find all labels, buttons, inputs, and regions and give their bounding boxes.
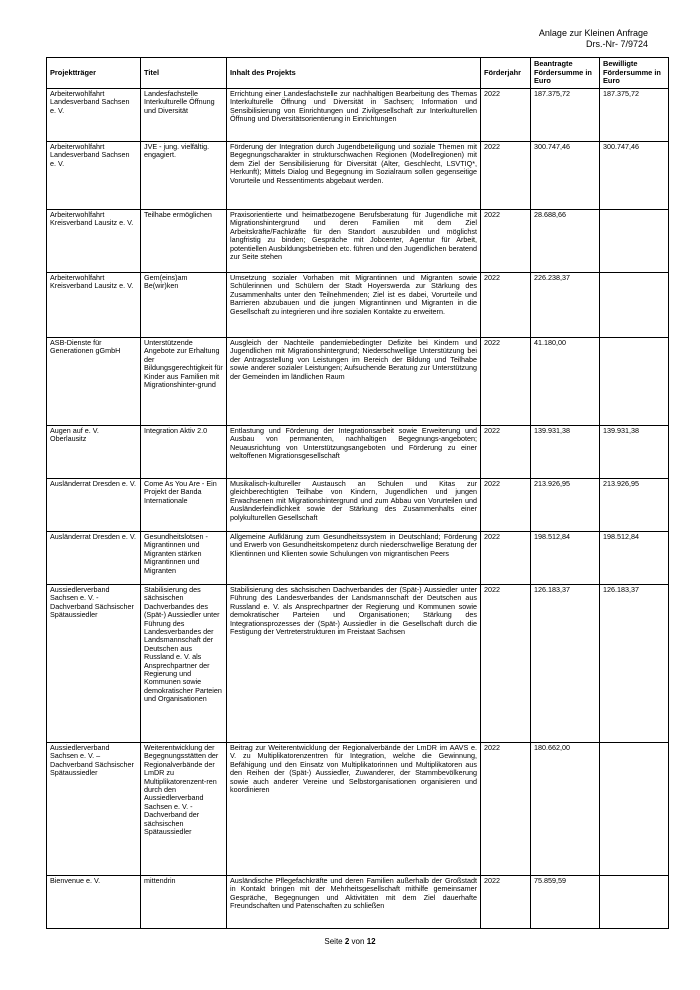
table-row — [47, 89, 669, 142]
column-header-beantragt: Beantragte Fördersumme in Euro — [531, 58, 600, 89]
document-header — [539, 28, 648, 50]
table-row — [47, 273, 669, 338]
cell-bewilligt: 187.375,72 — [600, 89, 669, 142]
table-row — [47, 743, 669, 876]
column-header-inhalt: Inhalt des Projekts — [227, 58, 481, 89]
cell-inhalt: Stabilisierung des sächsischen Dachverbandes der (Spät-) Aussiedler unter Führung des Landesverbandes der Landsmannschaft der Deutschen aus Russland e. V. als Ansprechpartner der Regierung und Kommunen sowie demokratischer Parteien und Organisationen; Stärkung des Integrationsprozesses der (Spät-) Aussiedler in die Gesellschaft durch die Festigung der Vertreterstrukturen im Freistaat Sachsen — [227, 585, 481, 743]
cell-titel: JVE - jung. vielfältig. engagiert. — [141, 142, 227, 210]
cell-beantragt: 213.926,95 — [531, 479, 600, 532]
cell-inhalt: Entlastung und Förderung der Integrationsarbeit sowie Erweiterung und Ausbau von permanenten, nachhaltigen Begegnungs-angeboten; Neuausrichtung von Unterstützungsangeboten und Förderung zu einer weltoffenen Migrationsgesellschaft — [227, 426, 481, 479]
cell-titel: Come As You Are - Ein Projekt der Banda Internationale — [141, 479, 227, 532]
cell-jahr: 2022 — [481, 532, 531, 585]
cell-titel: Unterstützende Angebote zur Erhaltung der Bildungsgerechtigkeit für Kinder aus Familien mit Migrationshinter-grund — [141, 338, 227, 426]
cell-beantragt: 75.859,59 — [531, 876, 600, 929]
cell-beantragt: 41.180,00 — [531, 338, 600, 426]
cell-beantragt: 126.183,37 — [531, 585, 600, 743]
table-header-row — [47, 58, 669, 89]
cell-titel: Stabilisierung des sächsischen Dachverbandes des (Spät-) Aussiedler unter Führung des Landesverbandes der Landsmannschaft der Deutschen aus Russland e. V. als Ansprechpartner der Regierung und Kommunen sowie demokratischer Parteien und Organisationen — [141, 585, 227, 743]
cell-traeger: Arbeiterwohlfahrt Landesverband Sachsen e. V. — [47, 142, 141, 210]
cell-jahr: 2022 — [481, 876, 531, 929]
cell-bewilligt — [600, 273, 669, 338]
cell-titel: Landesfachstelle Interkulturelle Öffnung und Diversität — [141, 89, 227, 142]
column-header-foerderjahr: Förderjahr — [481, 58, 531, 89]
cell-bewilligt: 300.747,46 — [600, 142, 669, 210]
cell-bewilligt — [600, 876, 669, 929]
cell-titel: Gem(eins)am Be(wir)ken — [141, 273, 227, 338]
cell-bewilligt — [600, 338, 669, 426]
cell-inhalt: Errichtung einer Landesfachstelle zur nachhaltigen Bearbeitung des Themas Interkulturelle Öffnung und Diversität in Sachsen; Information und Sensibilisierung von Einrichtungen und Zivilgesellschaft zur Interkulturellen Öffnung und Diversitätsorientierung in Einrichtungen — [227, 89, 481, 142]
cell-jahr: 2022 — [481, 743, 531, 876]
cell-traeger: ASB-Dienste für Generationen gGmbH — [47, 338, 141, 426]
cell-bewilligt: 139.931,38 — [600, 426, 669, 479]
cell-traeger: Bienvenue e. V. — [47, 876, 141, 929]
cell-traeger: Arbeiterwohlfahrt Landesverband Sachsen e. V. — [47, 89, 141, 142]
cell-inhalt: Beitrag zur Weiterentwicklung der Regionalverbände der LmDR im AAVS e. V. zu Multiplikatorenzentren für Integration, welche die Gewinnung, Befähigung und den Einsatz von Multiplikatorinnen und Multiplikatoren aus den Reihen der (Spät-) Aussiedler, Zuwanderer, der Stammbevölkerung sowie auch anderer Vereine und Selbstorganisationen organisieren und koordinieren — [227, 743, 481, 876]
total-page-count: 12 — [366, 937, 376, 946]
cell-beantragt: 300.747,46 — [531, 142, 600, 210]
table-row — [47, 338, 669, 426]
cell-inhalt: Förderung der Integration durch Jugendbeteiligung und soziale Themen mit Begegnungscharakter in strukturschwachen Regionen (Modellregionen) mit dem Ziel der Sensibilisierung für Diversität (Alter, Geschlecht, LSVTIQ*, Herkunft); Mittels Dialog und Begegnung im Sozialraum sollen gegenseitige Vorurteile und Ressentiments abgebaut werden. — [227, 142, 481, 210]
cell-inhalt: Praxisorientierte und heimatbezogene Berufsberatung für Jugendliche mit Migrationshintergrund und deren Familien mit dem Ziel Arbeitskräfte/Fachkräfte für den Standort auszubilden und möglichst langfristig zu binden; Gespräche mit Jobcenter, Agentur für Arbeit, potentiellen Ausbildungsbetrieben etc. führen und den Jugendlichen beratend zur Seite stehen — [227, 210, 481, 273]
cell-jahr: 2022 — [481, 273, 531, 338]
cell-traeger: Arbeiterwohlfahrt Kreisverband Lausitz e. V. — [47, 210, 141, 273]
page-footer — [0, 937, 700, 946]
cell-inhalt: Umsetzung sozialer Vorhaben mit Migrantinnen und Migranten sowie Schülerinnen und Schülern der Stadt Hoyerswerda zur Stärkung des Zusammenhalts unter den Teilnehmenden; Ziel ist es dabei, Vorurteile und Barrieren abzubauen und die jungen Migrantinnen und Migranten in die Gesellschaft zu integrieren und ihre sozialen Kontakte zu erweitern. — [227, 273, 481, 338]
cell-bewilligt: 126.183,37 — [600, 585, 669, 743]
cell-jahr: 2022 — [481, 89, 531, 142]
page-of-label: von — [351, 937, 365, 946]
cell-bewilligt: 213.926,95 — [600, 479, 669, 532]
cell-titel: Teilhabe ermöglichen — [141, 210, 227, 273]
table-row — [47, 532, 669, 585]
cell-traeger: Aussiedlerverband Sachsen e. V. – Dachverband Sächsischer Spätaussiedler — [47, 743, 141, 876]
cell-jahr: 2022 — [481, 479, 531, 532]
cell-beantragt: 180.662,00 — [531, 743, 600, 876]
column-header-titel: Titel — [141, 58, 227, 89]
cell-beantragt: 198.512,84 — [531, 532, 600, 585]
cell-inhalt: Ausgleich der Nachteile pandemiebedingter Defizite bei Kindern und Jugendlichen mit Migrationshintergrund; Niederschwellige Unterstützung bei der Antragsstellung von Leistungen im Bereich der Bildung und Teilhabe sowie anderer sozialer Leistungen; Aufsuchende Beratung zur Unterstützung der Gemeinden im ländlichen Raum — [227, 338, 481, 426]
cell-beantragt: 139.931,38 — [531, 426, 600, 479]
page-label: Seite — [324, 937, 343, 946]
header-line-2: Drs.-Nr- 7/9724 — [585, 39, 648, 49]
cell-inhalt: Musikalisch-kultureller Austausch an Schulen und Kitas zur gleichberechtigten Teilhabe von Kindern, Jugendlichen und jungen Erwachsenen mit Migrationshintergrund und zum Abbau von Vorurteilen und Ausländerfeindlichkeit sowie der Stärkung des Zusammenhalts einer polykulturellen Gesellschaft — [227, 479, 481, 532]
cell-traeger: Aussiedlerverband Sachsen e. V. - Dachverband Sächsischer Spätaussiedler — [47, 585, 141, 743]
table-row — [47, 426, 669, 479]
cell-beantragt: 187.375,72 — [531, 89, 600, 142]
cell-traeger: Augen auf e. V. Oberlausitz — [47, 426, 141, 479]
cell-traeger: Ausländerrat Dresden e. V. — [47, 532, 141, 585]
cell-jahr: 2022 — [481, 426, 531, 479]
table-row — [47, 210, 669, 273]
column-header-bewilligt: Bewilligte Fördersumme in Euro — [600, 58, 669, 89]
table-row — [47, 479, 669, 532]
cell-jahr: 2022 — [481, 142, 531, 210]
cell-inhalt: Ausländische Pflegefachkräfte und deren Familien außerhalb der Großstadt in Kontakt bringen mit der Mehrheitsgesellschaft mithilfe gemeinsamer Gespräche, Begegnungen und Aktivitäten mit dem Ziel dauerhafte Freundschaften und Patenschaften zu schließen — [227, 876, 481, 929]
cell-bewilligt: 198.512,84 — [600, 532, 669, 585]
column-header-traeger: Projektträger — [47, 58, 141, 89]
cell-traeger: Ausländerrat Dresden e. V. — [47, 479, 141, 532]
cell-jahr: 2022 — [481, 585, 531, 743]
cell-titel: Weiterentwicklung der Begegnungsstätten der Regionalverbände der LmDR zu Multiplikatorenzent-ren durch den Aussiedlerverband Sachsen e. V. - Dachverband der sächsischen Spätaussiedler — [141, 743, 227, 876]
cell-titel: mittendrin — [141, 876, 227, 929]
cell-traeger: Arbeiterwohlfahrt Kreisverband Lausitz e. V. — [47, 273, 141, 338]
cell-jahr: 2022 — [481, 338, 531, 426]
cell-bewilligt — [600, 210, 669, 273]
table-row — [47, 585, 669, 743]
cell-titel: Gesundheitslotsen - Migrantinnen und Migranten stärken Migrantinnen und Migranten — [141, 532, 227, 585]
cell-inhalt: Allgemeine Aufklärung zum Gesundheitssystem in Deutschland; Förderung und Erwerb von Gesundheitskompetenz durch niederschwellige Beratung der Klientinnen und Klienten sowie Schulungen von migrantischen Peers — [227, 532, 481, 585]
cell-jahr: 2022 — [481, 210, 531, 273]
cell-titel: Integration Aktiv 2.0 — [141, 426, 227, 479]
cell-beantragt: 28.688,66 — [531, 210, 600, 273]
table-row — [47, 876, 669, 929]
table-row — [47, 142, 669, 210]
cell-beantragt: 226.238,37 — [531, 273, 600, 338]
current-page-number: 2 — [344, 937, 350, 946]
cell-bewilligt — [600, 743, 669, 876]
funding-table — [46, 57, 669, 929]
header-line-1: Anlage zur Kleinen Anfrage — [538, 28, 648, 38]
